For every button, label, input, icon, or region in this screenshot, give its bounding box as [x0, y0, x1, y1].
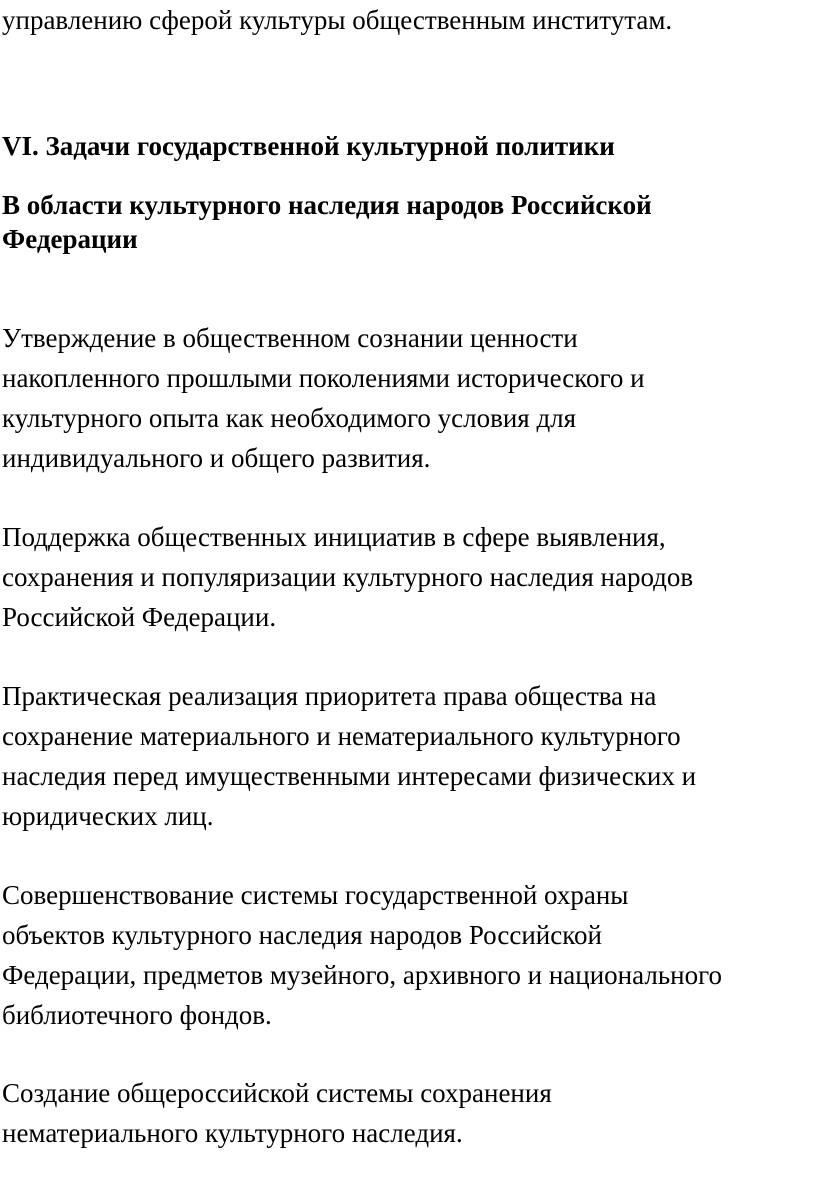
section-title: VI. Задачи государственной культурной политики [2, 131, 615, 161]
paragraph-line: библиотечного фондов. [2, 1000, 272, 1030]
subsection-title-line-2: Федерации [2, 224, 138, 254]
paragraph-line: Создание общероссийской системы сохранения [2, 1078, 552, 1108]
paragraph-line: юридических лиц. [2, 801, 214, 831]
continuation-text: управлению сферой культуры общественным институтам. [2, 5, 673, 35]
paragraph-line: Практическая реализация приоритета права общества на [2, 681, 657, 711]
paragraph-line: наследия перед имущественными интересами физических и [2, 761, 697, 791]
paragraph-line: нематериального культурного наследия. [2, 1118, 463, 1148]
paragraph-4 [2, 875, 814, 1035]
paragraph-line: сохранения и популяризации культурного наследия народов [2, 562, 694, 592]
paragraph-2 [2, 517, 814, 637]
paragraph-5 [2, 1073, 814, 1153]
paragraph-line: Федерации, предметов музейного, архивного и национального [2, 960, 722, 990]
paragraph-line: объектов культурного наследия народов Российской [2, 920, 602, 950]
paragraph-3 [2, 676, 814, 836]
paragraph-line: Утверждение в общественном сознании ценности [2, 323, 578, 353]
paragraph-line: Российской Федерации. [2, 602, 277, 632]
paragraph-line: сохранение материального и нематериального культурного [2, 721, 681, 751]
subsection-title-line-1: В области культурного наследия народов Российской [2, 190, 652, 220]
paragraph-1 [2, 318, 814, 478]
paragraph-line: Совершенствование системы государственной охраны [2, 880, 629, 910]
paragraph-line: накопленного прошлыми поколениями исторического и [2, 363, 645, 393]
paragraph-line: культурного опыта как необходимого условия для [2, 403, 577, 433]
paragraph-line: Поддержка общественных инициатив в сфере выявления, [2, 522, 666, 552]
paragraph-line: индивидуального и общего развития. [2, 443, 431, 473]
